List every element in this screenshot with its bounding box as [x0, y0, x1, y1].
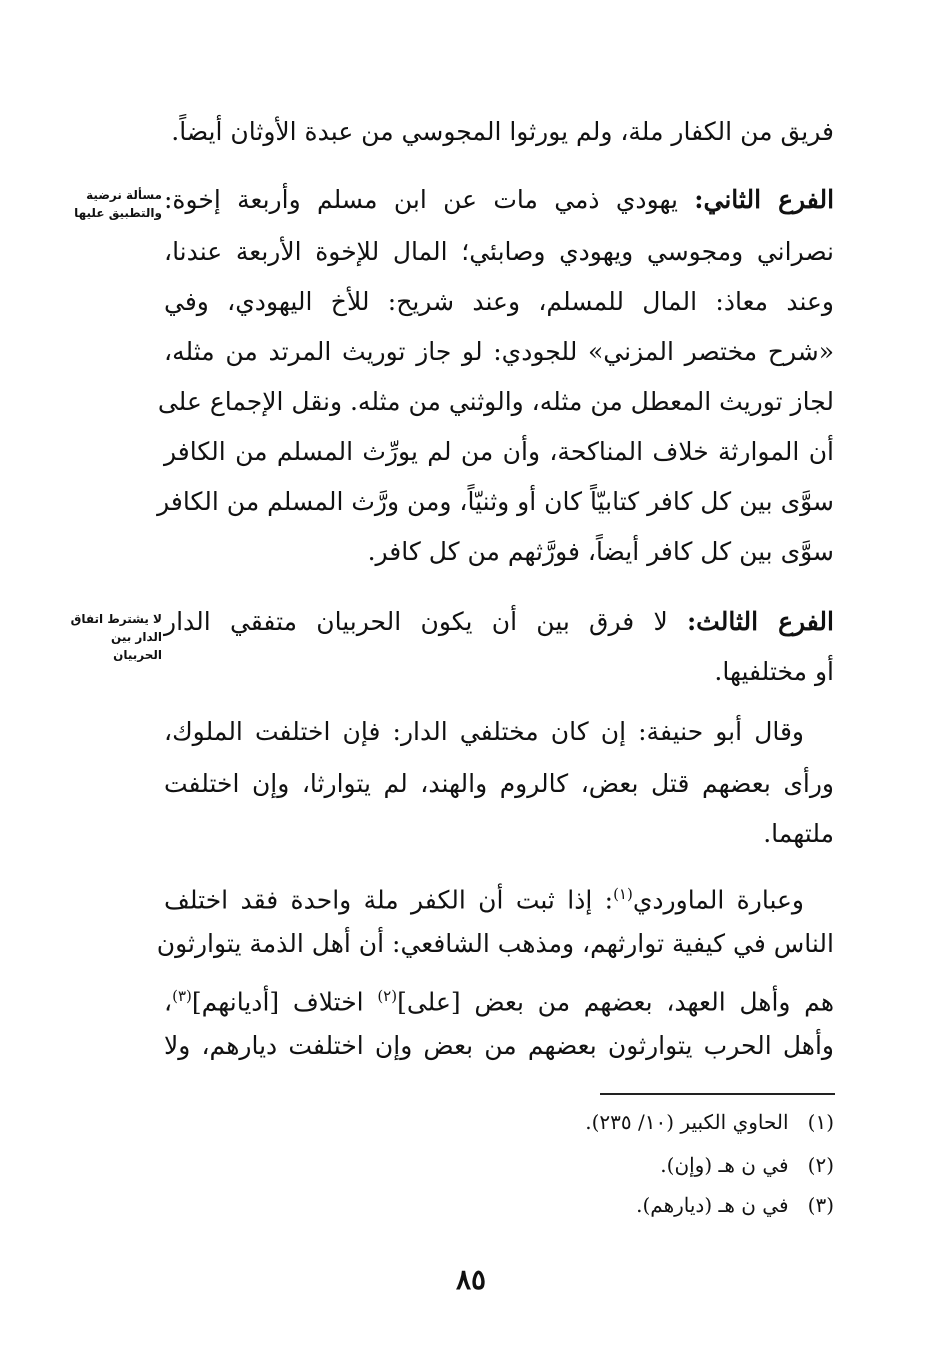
text-run: وعبارة الماوردي [632, 885, 805, 915]
paragraph-line: وأهل الحرب يتوارثون بعضهم من بعض وإن اختلفت ديارهم، ولا [164, 1031, 834, 1060]
paragraph-line: وعند معاذ: المال للمسلم، وعند شريح: للأخ اليهودي، وفي [164, 287, 834, 316]
paragraph-line: سوَّى بين كل كافر كتابيّاً كان أو وثنيّاً، ومن ورَّث المسلم من الكافر [157, 487, 834, 516]
paragraph-line [164, 602, 834, 642]
section-heading: الفرع الثاني: [694, 185, 835, 214]
footnote-number: (١) [807, 1110, 834, 1134]
paragraph-line: نصراني ومجوسي ويهودي وصابئي؛ المال للإخوة الأربعة عندنا، [164, 237, 834, 266]
paragraph-line: لجاز توريث المعطل من مثله، والوثني من مثله. ونقل الإجماع على [157, 387, 834, 416]
footnote-number: (٣) [807, 1193, 834, 1217]
text-run: ، [164, 987, 173, 1017]
paragraph-line [164, 874, 804, 914]
footnote-ref[interactable]: (٣) [172, 987, 192, 1005]
footnote-text: في ن هـ (وإن). [660, 1153, 789, 1177]
margin-note: لا يشترط اتفاق الدار بين الحربيان [70, 612, 162, 662]
text-run: اختلاف [أديانهم] [191, 987, 378, 1017]
paragraph-line: ورأى بعضهم قتل بعض، كالروم والهند، لم يتوارثا، وإن اختلفت [164, 769, 834, 798]
paragraph-line [164, 180, 834, 220]
footnote-ref[interactable]: (١) [613, 885, 633, 903]
paragraph-line: سوَّى بين كل كافر أيضاً، فورَّثهم من كل كافر. [367, 537, 834, 566]
paragraph-line: ملتهما. [763, 819, 834, 848]
paragraph-line: وقال أبو حنيفة: إن كان مختلفي الدار: فإن اختلفت الملوك، [164, 717, 804, 746]
footnote-divider [600, 1093, 835, 1095]
footnote [585, 1107, 834, 1137]
footnote-ref[interactable]: (٢) [377, 987, 398, 1005]
text-run: يهودي ذمي مات عن ابن مسلم وأربعة إخوة: [164, 185, 678, 214]
page-number: ٨٥ [455, 1263, 487, 1296]
text-run: : إذا ثبت أن الكفر ملة واحدة فقد اختلف [164, 885, 614, 915]
paragraph-line: فريق من الكفار ملة، ولم يورثوا المجوسي من عبدة الأوثان أيضاً. [171, 117, 834, 146]
text-run: لا فرق بين أن يكون الحربيان متفقي الدار [164, 607, 668, 636]
footnote [660, 1150, 834, 1180]
paragraph-line: الناس في كيفية توارثهم، ومذهب الشافعي: أن أهل الذمة يتوارثون [156, 929, 834, 958]
paragraph-line [164, 976, 834, 1016]
footnote-text: الحاوي الكبير (١٠/ ٢٣٥). [585, 1110, 789, 1134]
footnote [636, 1190, 834, 1220]
margin-note: مسألة نرضية والتطبيق عليها [74, 188, 162, 220]
footnote-number: (٢) [807, 1153, 834, 1177]
section-heading: الفرع الثالث: [686, 607, 834, 636]
footnote-text: في ن هـ (ديارهم). [636, 1193, 789, 1217]
text-run: هم وأهل العهد، بعضهم من بعض [على] [397, 987, 834, 1017]
paragraph-line: أو مختلفيها. [714, 657, 834, 686]
paragraph-line: «شرح مختصر المزني» للجودي: لو جاز توريث المرتد من مثله، [164, 337, 834, 366]
paragraph-line: أن الموارثة خلاف المناكحة، وأن من لم يورِّث المسلم من الكافر [164, 437, 834, 466]
